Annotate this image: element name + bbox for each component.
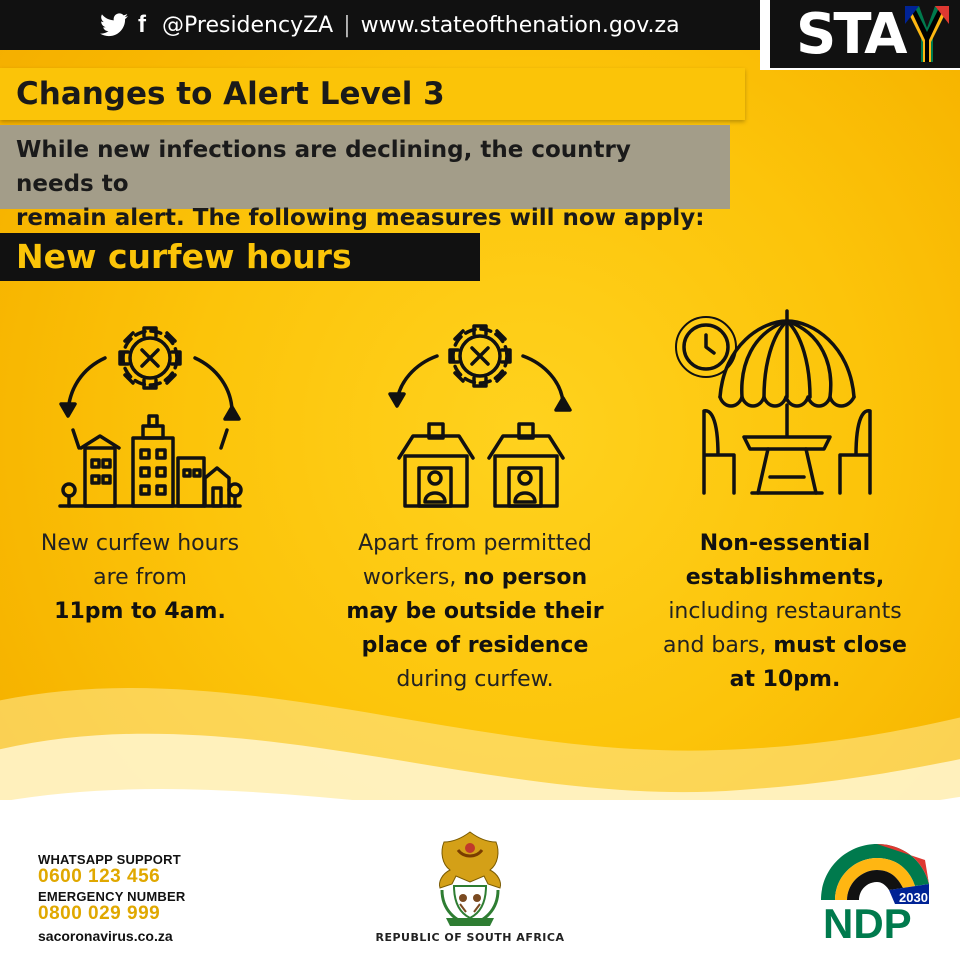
section-heading: New curfew hours bbox=[16, 237, 352, 276]
stay-logo bbox=[760, 0, 960, 70]
caption-2-line-5: during curfew. bbox=[396, 667, 554, 692]
whatsapp-label: WHATSAPP SUPPORT bbox=[38, 852, 181, 867]
flag-y-icon bbox=[905, 6, 949, 62]
intro-line-1: While new infections are declining, the country needs to bbox=[16, 137, 631, 197]
twitter-handle[interactable]: @PresidencyZA bbox=[162, 12, 334, 38]
caption-3-line-4-bold: must close bbox=[773, 633, 907, 658]
coat-of-arms-label: REPUBLIC OF SOUTH AFRICA bbox=[375, 931, 565, 944]
sacoronavirus-link[interactable]: sacoronavirus.co.za bbox=[38, 928, 173, 944]
caption-3-line-5: at 10pm. bbox=[729, 667, 841, 692]
ndp-year: 2030 bbox=[899, 890, 928, 905]
city-cycle-icon bbox=[55, 318, 245, 513]
ndp-2030-logo bbox=[815, 840, 933, 944]
intro-box bbox=[0, 125, 730, 231]
facebook-icon[interactable]: f bbox=[138, 11, 146, 38]
caption-1-line-2: are from bbox=[93, 565, 187, 590]
caption-3-line-2: establishments, bbox=[685, 565, 885, 590]
caption-2-line-2: workers, bbox=[362, 565, 464, 590]
section-heading-bar bbox=[0, 233, 480, 281]
website-link[interactable]: www.stateofthenation.gov.za bbox=[360, 12, 680, 38]
caption-2-line-3: may be outside their bbox=[346, 599, 604, 624]
contact-block bbox=[38, 852, 238, 944]
caption-2-line-2-bold: no person bbox=[463, 565, 588, 590]
restaurant-clock-icon bbox=[672, 305, 892, 505]
social-bar bbox=[0, 0, 760, 50]
twitter-icon[interactable] bbox=[100, 13, 128, 37]
emergency-number[interactable]: 0800 029 999 bbox=[38, 903, 161, 924]
caption-1-hours: 11pm to 4am. bbox=[54, 599, 226, 624]
caption-residence bbox=[325, 527, 625, 697]
divider: | bbox=[343, 12, 351, 38]
coat-of-arms-icon bbox=[432, 828, 508, 928]
intro-line-2: remain alert. The following measures will now apply: bbox=[16, 205, 705, 231]
stay-letters: STA bbox=[796, 1, 905, 67]
caption-establishments bbox=[640, 527, 930, 697]
ndp-text: NDP bbox=[823, 900, 912, 944]
caption-3-line-4: and bars, bbox=[663, 633, 774, 658]
caption-3-line-1: Non-essential bbox=[699, 531, 871, 556]
whatsapp-number[interactable]: 0600 123 456 bbox=[38, 866, 161, 887]
page-title: Changes to Alert Level 3 bbox=[16, 76, 445, 112]
caption-1-line-1: New curfew hours bbox=[40, 531, 240, 556]
caption-curfew-hours bbox=[20, 527, 260, 629]
caption-2-line-4: place of residence bbox=[361, 633, 589, 658]
houses-cycle-icon bbox=[385, 318, 575, 513]
title-banner bbox=[0, 68, 745, 120]
caption-2-line-1: Apart from permitted bbox=[358, 531, 592, 556]
emergency-label: EMERGENCY NUMBER bbox=[38, 889, 186, 904]
caption-3-line-3: including restaurants bbox=[668, 599, 902, 624]
